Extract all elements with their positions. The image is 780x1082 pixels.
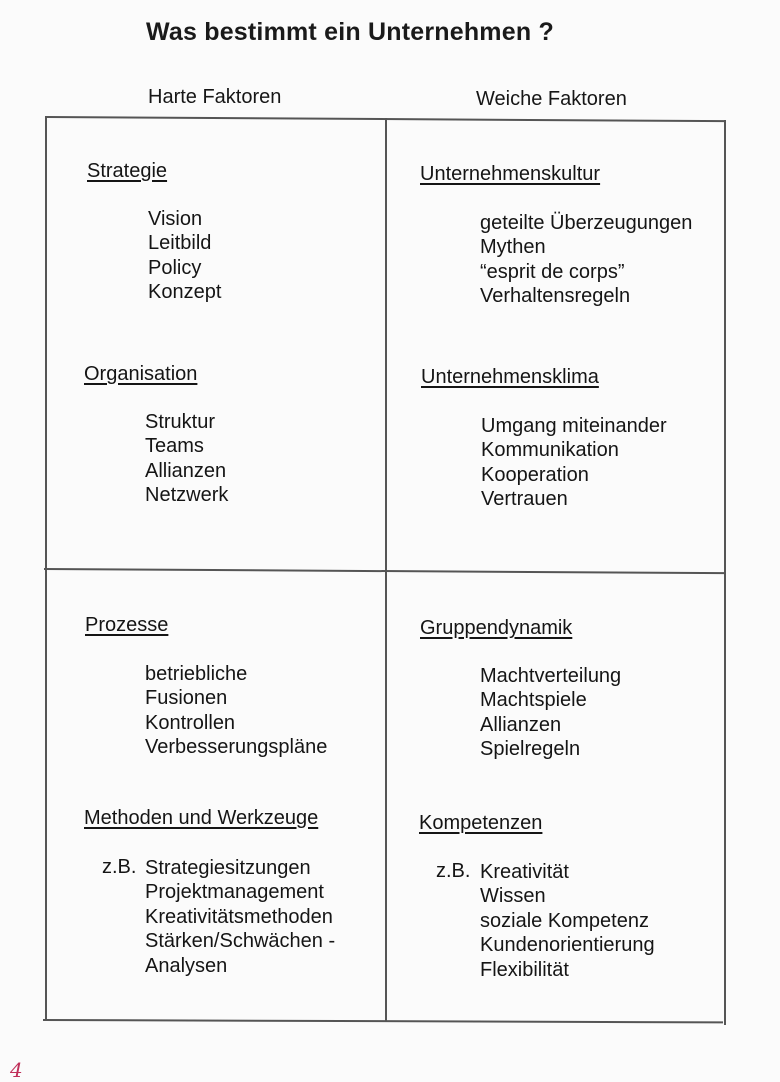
list-kompetenzen [480,860,655,982]
list-item: Kommunikation [481,439,619,462]
list-item: Strategiesitzungen [145,857,311,879]
list-item: Struktur [145,411,216,433]
heading-strategie: Strategie [87,160,168,182]
list-item: soziale Kompetenz [480,909,649,932]
list-item: Vision [148,208,203,230]
list-item: Projektmanagement [145,881,324,904]
list-item: Kooperation [481,463,589,486]
heading-kompetenzen: Kompetenzen [419,812,543,834]
page-number-mark: 4 [10,1058,23,1082]
list-item: Konzept [148,281,222,304]
list-item: Kreativitätsmethoden [145,905,333,928]
example-prefix: z.B. [436,860,471,882]
list-unternehmenskultur [480,211,692,309]
list-item: Leitbild [148,232,212,255]
list-item: “esprit de corps” [480,260,625,283]
list-item: betriebliche [145,663,248,685]
list-item: Kreativität [480,861,569,883]
list-strategie [148,207,221,305]
page-title: Was bestimmt ein Unternehmen ? [146,18,554,46]
list-item: Machtverteilung [480,665,622,687]
column-header-soft-factors: Weiche Faktoren [476,88,627,110]
list-item: geteilte Überzeugungen [480,212,693,234]
heading-unternehmensklima: Unternehmensklima [421,366,599,388]
heading-prozesse: Prozesse [85,614,169,636]
column-header-hard-factors: Harte Faktoren [148,86,282,108]
list-item: Vertrauen [481,488,568,511]
heading-gruppendynamik: Gruppendynamik [420,617,573,639]
list-unternehmensklima [481,414,667,512]
list-item: Netzwerk [145,484,229,507]
list-prozesse [145,662,327,760]
list-item: Allianzen [145,459,227,482]
list-item: Mythen [480,236,546,259]
example-prefix: z.B. [102,856,137,878]
list-item: Kontrollen [145,711,236,734]
list-item: Verhaltensregeln [480,285,631,308]
list-item: Stärken/Schwächen - [145,930,336,953]
list-item: Kundenorientierung [480,934,655,957]
list-item: Analysen [145,954,228,977]
list-item: Allianzen [480,713,562,736]
list-item: Spielregeln [480,738,581,761]
list-item: Machtspiele [480,689,587,712]
list-item: Fusionen [145,687,228,710]
list-item: Flexibilität [480,958,569,981]
heading-methoden: Methoden und Werkzeuge [84,807,319,829]
heading-unternehmenskultur: Unternehmenskultur [420,163,601,185]
table-border-bottom [43,1019,723,1023]
list-organisation [145,410,228,508]
list-item: Verbesserungspläne [145,736,328,759]
list-item: Wissen [480,885,546,908]
list-item: Policy [148,256,202,279]
heading-organisation: Organisation [84,363,198,385]
list-item: Umgang miteinander [481,415,667,437]
list-gruppendynamik [480,664,621,762]
list-methoden [145,856,335,978]
list-item: Teams [145,435,204,458]
